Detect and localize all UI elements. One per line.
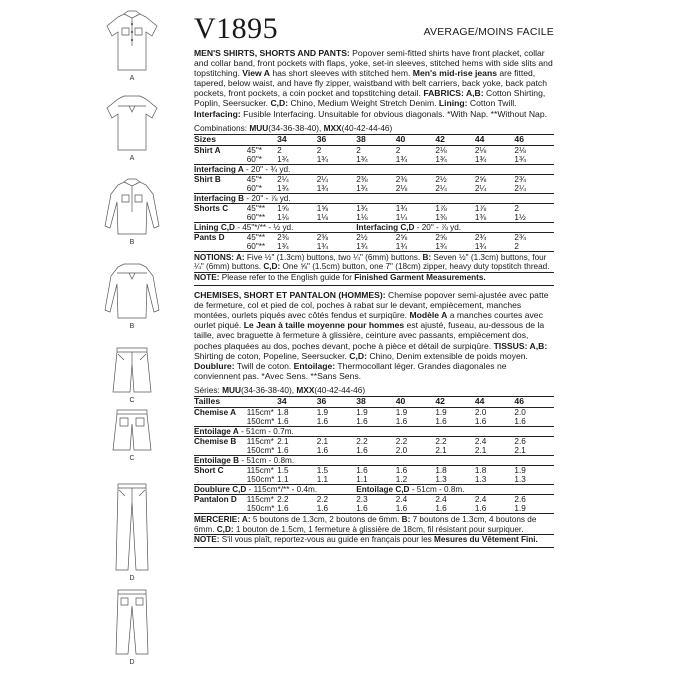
metrage-cell: 1.6 xyxy=(277,416,289,426)
combo-muu: MUU xyxy=(249,122,269,133)
yardage-cell: 2 xyxy=(316,145,322,155)
long-sleeve-shirt-front-icon xyxy=(101,176,163,238)
size-header-cell: 42 xyxy=(435,396,475,407)
garment-name xyxy=(194,504,247,513)
yardage-cell: 2⅛ xyxy=(435,145,447,155)
desc-text: Chino, Medium Weight Stretch Denim. xyxy=(288,98,439,109)
metrage-cell: 1.9 xyxy=(395,407,408,417)
desc-text: Chemise popover semi-ajustée avec patte de fermeture, col et pied de col, poches à rabat sur le devant, empiècement, manches montées, ourlets piqués avec côtés fendus et surpiqûre. xyxy=(194,290,549,321)
fabric-width: 45"** xyxy=(247,203,277,213)
yardage-cell: 1¾ xyxy=(474,154,487,164)
metrage-cell: 2.0 xyxy=(474,407,487,417)
combos-prefix: Combinations: xyxy=(194,122,250,133)
note-text: Please refer to the English guide for xyxy=(219,273,355,283)
combo-muu: MUU xyxy=(222,384,242,395)
metrage-cell: 1.6 xyxy=(356,465,396,475)
fabric-width: 115cm* xyxy=(247,494,277,504)
garment-name xyxy=(194,475,247,485)
entoilage-cd-value: - 51cm - 0.8m. xyxy=(409,484,465,494)
metrage-cell: 1.3 xyxy=(474,474,487,484)
yardage-cell: 2 xyxy=(395,145,401,155)
doublure-entoilage-row xyxy=(194,484,554,494)
interfacing-a-label: Interfacing A xyxy=(194,164,244,174)
yardage-cell: 1¾ xyxy=(435,154,447,164)
yardage-cell: 1⅝ xyxy=(317,203,357,213)
garment-name: Pantalon D xyxy=(194,494,247,504)
yardage-cell: 1¾ xyxy=(435,241,447,251)
mercerie-text: 7 boutons de 1.3cm, 4 boutons de 6mm. xyxy=(194,515,537,534)
mercerie-cd-label: C,D: xyxy=(216,524,234,534)
yardage-cell: 2⅜ xyxy=(356,174,396,184)
yardage-cell: 2⅛ xyxy=(395,183,408,193)
desc-cd-label: C,D: xyxy=(349,350,367,361)
combo-mxx-sizes: (40-42-44-46) xyxy=(314,384,366,395)
combo-mxx-sizes: (40-42-44-46) xyxy=(341,122,393,133)
garment-name xyxy=(194,417,247,427)
combos-prefix: Séries: xyxy=(194,384,223,395)
metrage-cell: 1.2 xyxy=(395,474,408,484)
metrage-cell: 1.3 xyxy=(435,474,447,484)
metrage-cell: 2.4 xyxy=(396,494,436,504)
table-row xyxy=(194,494,554,504)
sketch-view-label: C xyxy=(129,455,135,462)
desc-jeans: Men's mid-rise jeans xyxy=(412,68,497,79)
entoilage-b-label: Entoilage B xyxy=(194,455,240,465)
desc-text: has short sleeves with stitched hem. xyxy=(269,68,413,79)
entoilage-cd-label: Entoilage C,D xyxy=(356,484,410,494)
french-metrage-table xyxy=(194,396,554,513)
table-row xyxy=(194,242,554,251)
lining-cd-value: - 45"*/** - ½ yd. xyxy=(234,222,294,232)
metrage-cell: 1.6 xyxy=(277,503,289,513)
yardage-cell: 1¾ xyxy=(277,241,289,251)
desc-text: are fitted, tapered, below waist, and have fly zipper, waistband with belt carriers, back yoke, back patch pockets, front pockets, a coin pocket and topstitching detail. xyxy=(194,68,548,99)
metrage-cell: 1.6 xyxy=(474,503,487,513)
garment-name xyxy=(194,155,247,165)
table-row xyxy=(194,174,554,184)
notions-cd-label: C,D: xyxy=(263,262,281,272)
metrage-cell: 1.5 xyxy=(277,465,317,475)
size-header-cell: 36 xyxy=(317,396,357,407)
yardage-cell: 1¾ xyxy=(514,154,526,164)
entoilage-a-value: - 51cm - 0.7m. xyxy=(238,426,294,436)
sketch-view-label: A xyxy=(129,155,135,162)
entoilage-row xyxy=(194,426,554,436)
yardage-cell: 1¾ xyxy=(356,154,368,164)
yardage-cell: 2⅝ xyxy=(475,174,515,184)
garment-name xyxy=(194,213,247,223)
metrage-cell: 1.6 xyxy=(514,416,526,426)
shorts-back-icon xyxy=(107,408,157,454)
combo-mxx: MXX xyxy=(296,384,315,395)
garment-name: Shorts C xyxy=(194,203,247,213)
metrage-cell: 1.8 xyxy=(475,465,515,475)
pants-back-icon xyxy=(107,588,157,658)
shorts-front-icon xyxy=(107,344,157,396)
french-description xyxy=(194,290,554,381)
combo-muu-sizes: (34-36-38-40), xyxy=(241,384,297,395)
metrage-cell: 1.1 xyxy=(277,474,289,484)
yardage-cell: 1⅝ xyxy=(277,203,317,213)
size-header-cell: 34 xyxy=(277,134,317,145)
metrage-cell: 1.6 xyxy=(277,445,289,455)
table-row xyxy=(194,145,554,155)
yardage-cell: 1¾ xyxy=(316,154,329,164)
size-header-cell: 38 xyxy=(356,396,396,407)
notions xyxy=(194,251,554,272)
lining-interfacing-row xyxy=(194,222,554,232)
yardage-cell: 1⅛ xyxy=(356,212,368,222)
metrage-cell: 1.6 xyxy=(396,465,436,475)
garment-name xyxy=(194,184,247,194)
sketch-b-back xyxy=(100,260,164,330)
technical-sketches xyxy=(100,8,164,672)
yardage-cell: 2 xyxy=(514,203,554,213)
metrage-cell: 1.6 xyxy=(316,445,329,455)
sketch-view-label: C xyxy=(129,397,135,404)
garment-name: Shirt A xyxy=(194,145,221,155)
metrage-cell: 1.6 xyxy=(316,416,329,426)
metrage-cell: 2.2 xyxy=(396,436,436,446)
desc-modele-a: Modèle A xyxy=(409,310,448,321)
table-row xyxy=(194,417,554,427)
english-note xyxy=(194,272,554,286)
sketch-d-back xyxy=(100,588,164,666)
pants-front-icon xyxy=(107,482,157,574)
doublure-cd-value: - 115cm*/** - 0.4m. xyxy=(246,484,318,494)
fabric-width: 115cm* xyxy=(247,436,277,446)
metrage-cell: 2.4 xyxy=(435,494,475,504)
metrage-cell: 1.6 xyxy=(435,416,447,426)
metrage-cell: 2.2 xyxy=(317,494,357,504)
metrage-cell: 1.6 xyxy=(435,503,447,513)
notions-b-label: B: xyxy=(422,252,432,262)
note-bold: Mesures du Vêtement Fini. xyxy=(434,535,538,545)
sketch-d-front xyxy=(100,482,164,582)
sketch-a-back xyxy=(100,92,164,162)
size-header-cell: 40 xyxy=(396,134,436,145)
desc-text: Thermocollant léger. Grandes diagonales ne conviennent pas. *Avec Sens. **Sans Sens. xyxy=(194,360,507,381)
fabric-width: 45"** xyxy=(247,232,277,242)
desc-text: Fusible Interfacing. Unsuitable for obvious diagonals. *With Nap. **Without Nap. xyxy=(240,108,547,119)
long-sleeve-shirt-back-icon xyxy=(101,260,163,322)
yardage-cell: 1¾ xyxy=(316,241,329,251)
yardage-cell: 1¾ xyxy=(277,154,289,164)
metrage-cell: 1.1 xyxy=(356,474,368,484)
notions-text: One ⅝" (1.5cm) button, one 7" (18cm) zipper, heavy duty topstitch thread. xyxy=(280,262,550,272)
table-row xyxy=(194,436,554,446)
metrage-cell: 1.9 xyxy=(435,407,447,417)
yardage-cell: 2 xyxy=(356,145,361,155)
desc-fabrics-label: FABRICS: A,B: xyxy=(423,88,484,99)
sketch-view-label: D xyxy=(129,659,135,666)
combo-mxx: MXX xyxy=(323,122,342,133)
metrage-cell: 1.9 xyxy=(316,407,329,417)
fabric-width: 60"* xyxy=(246,183,262,193)
yardage-cell: 1¾ xyxy=(474,241,487,251)
desc-interfacing-label: Interfacing: xyxy=(194,108,241,119)
sketch-view-label: D xyxy=(129,575,135,582)
metrage-cell: 1.6 xyxy=(474,416,487,426)
fabric-width: 150cm* xyxy=(246,474,275,484)
metrage-cell: 1.8 xyxy=(435,465,475,475)
table-row xyxy=(194,504,554,513)
sketch-a-front xyxy=(100,8,164,82)
english-description xyxy=(194,48,554,119)
metrage-cell: 2.6 xyxy=(514,494,554,504)
fabric-width: 115cm* xyxy=(246,407,274,417)
metrage-cell: 1.9 xyxy=(356,407,368,417)
yardage-cell: 2½ xyxy=(356,232,396,242)
fabric-width: 150cm* xyxy=(246,416,275,426)
desc-view-a: View A xyxy=(242,68,270,79)
metrage-cell: 1.9 xyxy=(514,465,554,475)
garment-name xyxy=(194,242,247,251)
mercerie xyxy=(194,513,554,534)
yardage-cell: 1½ xyxy=(514,212,526,222)
metrage-cell: 2.0 xyxy=(395,445,408,455)
yardage-cell: 2¼ xyxy=(474,183,487,193)
yardage-cell: 2 xyxy=(277,145,282,155)
table-row xyxy=(194,407,554,417)
desc-lining-label: Lining: xyxy=(438,98,468,109)
metrage-cell: 1.9 xyxy=(514,503,526,513)
yardage-cell: 2¼ xyxy=(435,183,447,193)
yardage-cell: 2⅝ xyxy=(396,232,436,242)
yardage-cell: 2¼ xyxy=(514,183,526,193)
fabric-width: 150cm* xyxy=(246,445,275,455)
metrage-cell: 2.6 xyxy=(514,436,554,446)
metrage-cell: 1.6 xyxy=(356,416,368,426)
sketch-c-back xyxy=(100,408,164,462)
fabric-width: 60"** xyxy=(246,241,266,251)
metrage-cell: 1.5 xyxy=(317,465,357,475)
garment-name: Pants D xyxy=(194,232,247,242)
table-row xyxy=(194,475,554,485)
size-header-row xyxy=(194,396,554,407)
metrage-cell: 1.8 xyxy=(277,407,289,417)
size-header-label: Sizes xyxy=(194,134,277,145)
sketch-view-label: A xyxy=(129,75,135,82)
table-row xyxy=(194,184,554,194)
size-header-label: Tailles xyxy=(194,396,277,407)
table-row xyxy=(194,213,554,223)
size-header-cell: 40 xyxy=(396,396,436,407)
yardage-cell: 1¾ xyxy=(356,241,368,251)
difficulty-level: AVERAGE/MOINS FACILE xyxy=(423,26,554,38)
size-header-cell: 34 xyxy=(277,396,317,407)
lining-cd-label: Lining C,D xyxy=(194,222,235,232)
mercerie-b-label: B: xyxy=(401,515,411,525)
size-header-cell: 42 xyxy=(435,134,475,145)
metrage-cell: 1.6 xyxy=(395,503,408,513)
mercerie-label: MERCERIE: A: xyxy=(194,515,251,525)
size-combinations xyxy=(194,123,554,133)
garment-name: Shirt B xyxy=(194,174,247,184)
interfacing-cd-value: - 20" - ⅞ yd. xyxy=(414,222,462,232)
desc-text: Twill de coton. xyxy=(234,360,294,371)
yardage-cell: 2⅜ xyxy=(317,232,357,242)
interfacing-b-value: - 20" - ⅞ yd. xyxy=(244,193,291,203)
interfacing-row xyxy=(194,193,554,203)
note-label: NOTE: xyxy=(194,535,220,545)
yardage-cell: 2½ xyxy=(435,174,475,184)
yardage-cell: 2¾ xyxy=(475,232,515,242)
size-header-cell: 36 xyxy=(317,134,357,145)
desc-jean: Le Jean à taille moyenne pour hommes xyxy=(243,320,405,331)
yardage-cell: 2¼ xyxy=(317,174,357,184)
desc-text: Cotton Twill. xyxy=(467,98,517,109)
metrage-cell: 1.3 xyxy=(514,474,526,484)
fabric-width: 45"* xyxy=(247,174,277,184)
pattern-number: V1895 xyxy=(194,12,279,45)
desc-text: Chino, Denim extensible de poids moyen. xyxy=(366,350,528,361)
desc-text: Cotton Shirting, Poplin, Seersucker. xyxy=(194,88,546,109)
size-series xyxy=(194,385,554,395)
yardage-cell: 2¼ xyxy=(277,174,317,184)
metrage-cell: 2.1 xyxy=(514,445,526,455)
metrage-cell: 2.3 xyxy=(356,494,396,504)
sketch-b-front xyxy=(100,176,164,246)
entoilage-b-value: - 51cm - 0.8m. xyxy=(239,455,295,465)
yardage-cell: 1¾ xyxy=(316,183,329,193)
fabric-width: 60"** xyxy=(246,212,266,222)
mercerie-text: 1 bouton de 1.5cm, 1 fermeture à glissière de 18cm, fil résistant pour surpiquer. xyxy=(233,524,524,534)
garment-name: Short C xyxy=(194,465,247,475)
english-yardage-table xyxy=(194,134,554,251)
desc-tissus-label: TISSUS: A,B: xyxy=(493,340,548,351)
desc-text: a manches courtes avec ourlet piqué. xyxy=(194,310,543,331)
metrage-cell: 2.2 xyxy=(277,494,317,504)
yardage-cell: 1¾ xyxy=(396,203,436,213)
note-label: NOTE: xyxy=(194,273,220,283)
fabric-width: 60"* xyxy=(246,154,262,164)
interfacing-row xyxy=(194,164,554,174)
yardage-cell: 2⅝ xyxy=(435,232,475,242)
metrage-cell: 2.0 xyxy=(514,407,526,417)
desc-doublure-label: Doublure: xyxy=(194,360,235,371)
metrage-cell: 2.1 xyxy=(317,436,357,446)
metrage-cell: 2.4 xyxy=(475,494,515,504)
envelope-header xyxy=(194,8,554,44)
fabric-width: 45"* xyxy=(246,145,262,155)
sketch-view-label: B xyxy=(129,239,135,246)
desc-cd-label: C,D: xyxy=(270,98,289,109)
metrage-cell: 1.6 xyxy=(316,503,329,513)
note-text: S'il vous plaît, reportez-vous au guide en français pour les xyxy=(219,535,435,545)
garment-name xyxy=(194,446,247,456)
interfacing-cd-label: Interfacing C,D xyxy=(356,222,415,232)
metrage-cell: 2.1 xyxy=(474,445,487,455)
yardage-cell: 1¾ xyxy=(356,183,368,193)
metrage-cell: 2.4 xyxy=(475,436,515,446)
yardage-cell: 2⅜ xyxy=(277,232,317,242)
interfacing-b-label: Interfacing B xyxy=(194,193,245,203)
metrage-cell: 2.1 xyxy=(435,445,447,455)
desc-title: CHEMISES, SHORT ET PANTALON (HOMMES): xyxy=(194,290,386,301)
entoilage-a-label: Entoilage A xyxy=(194,426,239,436)
short-sleeve-shirt-front-icon xyxy=(102,8,162,74)
yardage-cell: 2 xyxy=(514,241,519,251)
yardage-cell: 2⅜ xyxy=(396,174,436,184)
notions-label: NOTIONS: A: xyxy=(194,252,245,262)
sketch-c-front xyxy=(100,344,164,404)
french-note xyxy=(194,534,554,548)
size-header-row xyxy=(194,134,554,145)
garment-name: Chemise A xyxy=(194,407,237,417)
sketch-view-label: B xyxy=(129,323,135,330)
yardage-cell: 1¾ xyxy=(395,154,408,164)
fabric-width: 150cm* xyxy=(246,503,275,513)
desc-entoilage-label: Entoilage: xyxy=(293,360,336,371)
desc-text: est ajusté, fuseau, au-dessous de la taille, avec braguette à fermeture à glissière, ceinture avec passants, empiècement dos, poches plaquées au dos, poches devant, poche à pièce et détail de surpiqûre. xyxy=(194,320,545,351)
desc-title: MEN'S SHIRTS, SHORTS AND PANTS: xyxy=(194,48,350,58)
yardage-cell: 1⅜ xyxy=(474,212,487,222)
table-row xyxy=(194,155,554,165)
yardage-cell: 2¾ xyxy=(514,232,554,242)
yardage-cell: 1⅞ xyxy=(435,203,475,213)
fabric-width: 115cm* xyxy=(247,465,277,475)
pattern-envelope-back xyxy=(194,8,554,548)
desc-text: Popover semi-fitted shirts have front placket, collar and collar band, front pockets with flaps, yoke, set-in sleeves, stitched hems with side slits and topstitching. xyxy=(194,48,553,79)
size-header-cell: 44 xyxy=(475,396,515,407)
metrage-cell: 2.1 xyxy=(277,436,317,446)
metrage-cell: 1.6 xyxy=(356,503,368,513)
yardage-cell: 1⅞ xyxy=(475,203,515,213)
metrage-cell: 2.2 xyxy=(356,436,396,446)
short-sleeve-shirt-back-icon xyxy=(102,92,162,154)
metrage-cell: 2.2 xyxy=(435,436,475,446)
yardage-cell: 2¾ xyxy=(514,174,554,184)
yardage-cell: 2⅛ xyxy=(514,145,526,155)
table-row xyxy=(194,465,554,475)
yardage-cell: 2⅛ xyxy=(474,145,487,155)
garment-name: Chemise B xyxy=(194,436,247,446)
desc-text: Shirting de coton, Popeline, Seersucker. xyxy=(194,350,350,361)
metrage-cell: 1.6 xyxy=(395,416,408,426)
size-header-cell: 46 xyxy=(514,396,554,407)
notions-text: Seven ½" (1.3cm) buttons, four ¼" (6mm) buttons. xyxy=(194,252,547,272)
combo-muu-sizes: (34-36-38-40), xyxy=(268,122,324,133)
mercerie-text: 5 boutons de 1.3cm, 2 boutons de 6mm. xyxy=(250,515,402,525)
yardage-cell: 1⅛ xyxy=(277,212,289,222)
yardage-cell: 1¼ xyxy=(395,212,408,222)
doublure-cd-label: Doublure C,D xyxy=(194,484,247,494)
table-row xyxy=(194,203,554,213)
note-bold: Finished Garment Measurements. xyxy=(354,273,486,283)
metrage-cell: 1.6 xyxy=(356,445,368,455)
table-row xyxy=(194,446,554,456)
yardage-cell: 1¾ xyxy=(356,203,396,213)
size-header-cell: 44 xyxy=(475,134,515,145)
interfacing-a-value: - 20" - ¾ yd. xyxy=(243,164,291,174)
size-header-cell: 46 xyxy=(514,134,554,145)
yardage-cell: 1⅜ xyxy=(435,212,447,222)
yardage-cell: 1⅛ xyxy=(316,212,329,222)
entoilage-row xyxy=(194,455,554,465)
metrage-cell: 1.1 xyxy=(316,474,329,484)
yardage-cell: 1¾ xyxy=(277,183,289,193)
notions-text: Five ½" (1.3cm) buttons, two ¼" (6mm) buttons. xyxy=(244,252,423,262)
size-header-cell: 38 xyxy=(356,134,396,145)
yardage-cell: 1¾ xyxy=(395,241,408,251)
table-row xyxy=(194,232,554,242)
